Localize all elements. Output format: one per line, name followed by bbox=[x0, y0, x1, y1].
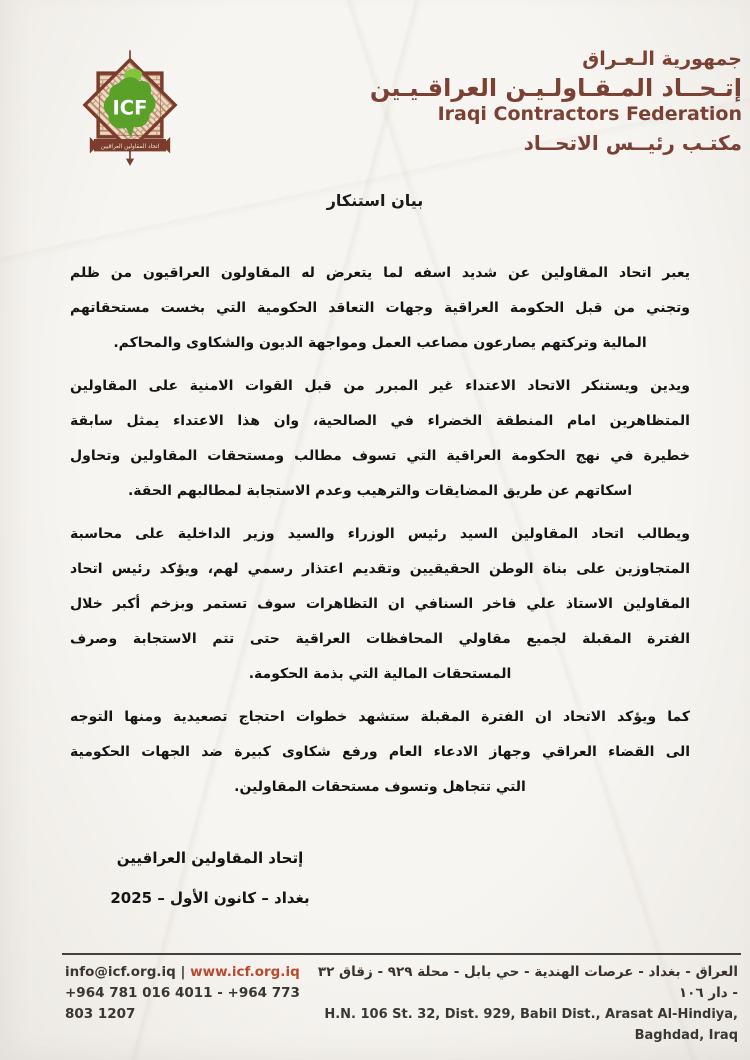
statement-line: الفترة المقبلة لجميع مقاولي المحافظات العراقية حتى تتم الاستجابة وصرف bbox=[70, 631, 690, 647]
statement-line: اسكاتهم عن طريق المضايقات والترهيب وعدم الاستجابة لمطالبهم الحقة. bbox=[127, 483, 633, 499]
statement-paragraph bbox=[70, 517, 690, 692]
statement-line: المتجاوزين على بناة الوطن الحقيقيين وتقديم اعتذار رسمي لهم، ويؤكد رئيس اتحاد bbox=[70, 561, 690, 577]
office-name: مكتـب رئيــس الاتحــاد bbox=[523, 130, 742, 155]
statement-line: المستحقات المالية التي بذمة الحكومة. bbox=[248, 666, 512, 682]
footer bbox=[65, 962, 738, 1046]
statement-line: المتظاهرين امام المنطقة الخضراء في الصالحية، وان هذا الاعتداء يمثل سابقة bbox=[70, 413, 690, 429]
letterhead bbox=[370, 48, 742, 156]
statement-line: كما ويؤكد الاتحاد ان الفترة المقبلة ستشهد خطوات احتجاج تصعيدية ومنها التوجه bbox=[70, 709, 690, 725]
statement-line: ويطالب اتحاد المقاولين السيد رئيس الوزراء والسيد وزير الداخلية على محاسبة bbox=[70, 526, 690, 542]
statement-line: الى القضاء العراقي وجهاز الادعاء العام ورفع شكاوى كبيرة ضد الجهات الحكومية bbox=[70, 744, 690, 760]
statement-line: المقاولين الاستاذ علي فاخر السنافي ان التظاهرات سوف تستمر وبزخم أكبر خلال bbox=[70, 596, 690, 612]
statement-line: التي تتجاهل وتسوف مستحقات المقاولين. bbox=[234, 779, 526, 795]
footer-contact bbox=[65, 962, 316, 1025]
org-name-english: Iraqi Contractors Federation bbox=[437, 102, 742, 125]
phone-text: +964 781 016 4011 - +964 773 803 1207 bbox=[65, 985, 300, 1022]
footer-divider bbox=[62, 953, 741, 955]
statement-line: المالية وتركتهم يصارعون مصاعب العمل ومواجهة الديون والشكاوى والمحاكم. bbox=[113, 335, 647, 351]
org-name-arabic: إتـحــاد المـقـاولـيـن العراقـيـين bbox=[369, 73, 742, 102]
logo-icf-text: ICF bbox=[112, 96, 148, 120]
statement-line: خطيرة في نهج الحكومة العراقية التي تسوف مطالب ومستحقات المقاولين وتحاول bbox=[70, 448, 690, 464]
statement-line: ويدين ويستنكر الاتحاد الاعتداء غير المبرر من قبل القوات الامنية على المقاولين bbox=[70, 378, 690, 394]
statement-paragraph bbox=[70, 256, 690, 361]
logo-banner bbox=[90, 137, 170, 153]
email-text: info@icf.org.iq bbox=[65, 964, 176, 980]
signature-date: بغداد – كانون الأول – 2025 bbox=[110, 889, 310, 907]
statement-paragraph bbox=[70, 369, 690, 509]
address-arabic: العراق - بغداد - عرصات الهندية - حي بابل - محلة ٩٢٩ - زقاق ٣٢ - دار ١٠٦ bbox=[317, 964, 738, 1001]
logo-banner-text: اتحاد المقاولين العراقيين bbox=[100, 143, 160, 150]
address-english: H.N. 106 St. 32, Dist. 929, Babil Dist., Arasat Al-Hindiya, Baghdad, Iraq bbox=[324, 1007, 738, 1043]
separator: | bbox=[180, 964, 186, 980]
statement-paragraph bbox=[70, 700, 690, 805]
signature-org: إتحاد المقاولين العراقيين bbox=[116, 849, 304, 867]
footer-address bbox=[316, 962, 738, 1046]
signature-block bbox=[70, 838, 350, 918]
statement-line: يعبر اتحاد المقاولين عن شديد اسفه لما يتعرض له المقاولون العراقيون من ظلم bbox=[70, 265, 690, 281]
contact-line bbox=[65, 962, 316, 983]
statement-title: بيان استنكار bbox=[326, 191, 424, 210]
country-name: جمهورية الـعـراق bbox=[582, 48, 742, 70]
icf-logo bbox=[63, 38, 197, 172]
statement-line: وتجني من قبل الحكومة العراقية وجهات التعاقد الحكومية التي بخست مستحقاتهم bbox=[70, 300, 690, 316]
website-text: www.icf.org.iq bbox=[190, 964, 300, 980]
statement-body bbox=[70, 256, 690, 813]
